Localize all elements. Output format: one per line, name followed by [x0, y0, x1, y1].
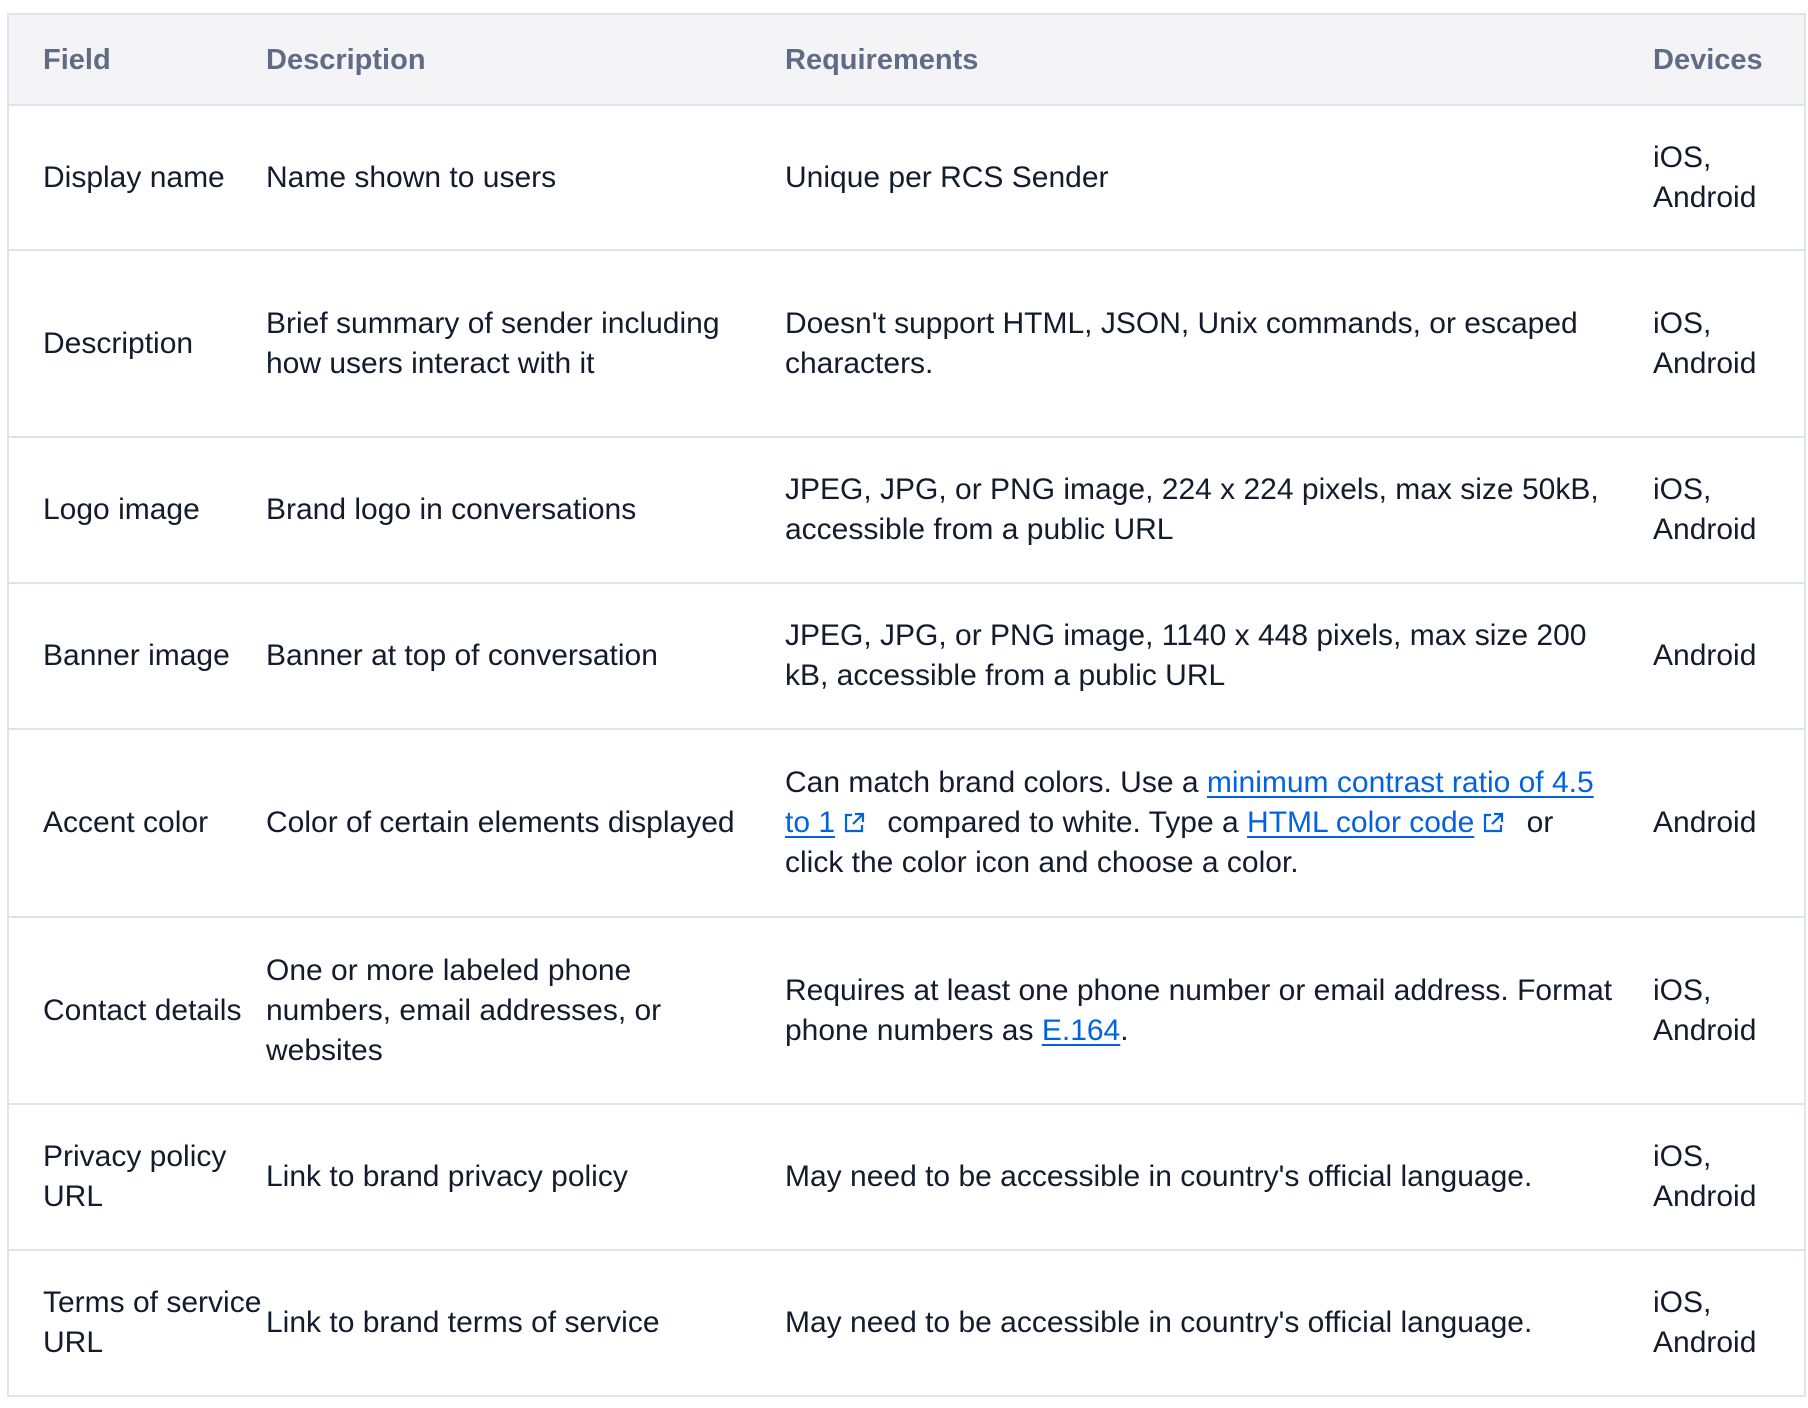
cell-description: One or more labeled phone numbers, email addresses, or websites — [265, 917, 743, 1104]
cell-requirements: JPEG, JPG, or PNG image, 1140 x 448 pixels, max size 200 kB, accessible from a public URL — [743, 583, 1615, 729]
contrast-ratio-link[interactable]: minimum contrast ratio of 4.5 to 1 — [785, 766, 1594, 839]
e164-link[interactable]: E.164 — [1041, 1013, 1121, 1047]
rcs-sender-fields-table-container — [7, 13, 1804, 1397]
table-header-row — [8, 14, 1805, 105]
requirements-text: or click the color icon and choose a color. — [785, 806, 1554, 879]
column-header-field: Field — [8, 14, 265, 105]
table-row — [8, 583, 1805, 729]
table-row — [8, 437, 1805, 583]
external-link-icon[interactable] — [1482, 812, 1504, 834]
cell-description: Brief summary of sender including how users interact with it — [265, 250, 743, 437]
cell-devices: iOS, Android — [1615, 1250, 1805, 1396]
column-header-requirements: Requirements — [743, 14, 1615, 105]
cell-description: Brand logo in conversations — [265, 437, 743, 583]
cell-devices: Android — [1615, 729, 1805, 917]
html-color-code-link[interactable]: HTML color code — [1247, 806, 1475, 839]
cell-field: Display name — [8, 105, 265, 250]
cell-requirements: May need to be accessible in country's official language. — [743, 1250, 1615, 1396]
cell-devices: Android — [1615, 583, 1805, 729]
table-body — [8, 105, 1805, 1396]
cell-requirements: Unique per RCS Sender — [743, 105, 1615, 250]
cell-field: Privacy policy URL — [8, 1104, 265, 1250]
table-header — [8, 14, 1805, 105]
table-row — [8, 1250, 1805, 1396]
requirements-text: Can match brand colors. Use a — [785, 766, 1207, 799]
cell-description: Link to brand privacy policy — [265, 1104, 743, 1250]
cell-requirements: JPEG, JPG, or PNG image, 224 x 224 pixels, max size 50kB, accessible from a public URL — [743, 437, 1615, 583]
table-row — [8, 1104, 1805, 1250]
external-link-icon[interactable] — [843, 812, 865, 834]
cell-field: Logo image — [8, 437, 265, 583]
cell-field: Terms of service URL — [8, 1250, 265, 1396]
cell-description: Link to brand terms of service — [265, 1250, 743, 1396]
cell-devices: iOS, Android — [1615, 917, 1805, 1104]
cell-field: Description — [8, 250, 265, 437]
column-header-devices: Devices — [1615, 14, 1805, 105]
table-row — [8, 105, 1805, 250]
cell-description: Color of certain elements displayed — [265, 729, 743, 917]
cell-devices: iOS, Android — [1615, 1104, 1805, 1250]
column-header-description: Description — [265, 14, 743, 105]
rcs-sender-fields-table — [7, 13, 1806, 1397]
table-row — [8, 250, 1805, 437]
requirements-text: . — [1120, 1013, 1129, 1047]
table-row — [8, 917, 1805, 1104]
cell-devices: iOS, Android — [1615, 105, 1805, 250]
cell-field: Banner image — [8, 583, 265, 729]
cell-field: Accent color — [8, 729, 265, 917]
table-row — [8, 729, 1805, 917]
cell-requirements — [743, 917, 1615, 1104]
cell-devices: iOS, Android — [1615, 437, 1805, 583]
cell-requirements: Doesn't support HTML, JSON, Unix commands, or escaped characters. — [743, 250, 1615, 437]
cell-requirements: May need to be accessible in country's official language. — [743, 1104, 1615, 1250]
requirements-text: Requires at least one phone number or email address. Format phone numbers as — [785, 973, 1613, 1047]
cell-field: Contact details — [8, 917, 265, 1104]
cell-description: Name shown to users — [265, 105, 743, 250]
cell-requirements — [743, 729, 1615, 917]
cell-devices: iOS, Android — [1615, 250, 1805, 437]
requirements-text: compared to white. Type a — [879, 806, 1248, 839]
cell-description: Banner at top of conversation — [265, 583, 743, 729]
